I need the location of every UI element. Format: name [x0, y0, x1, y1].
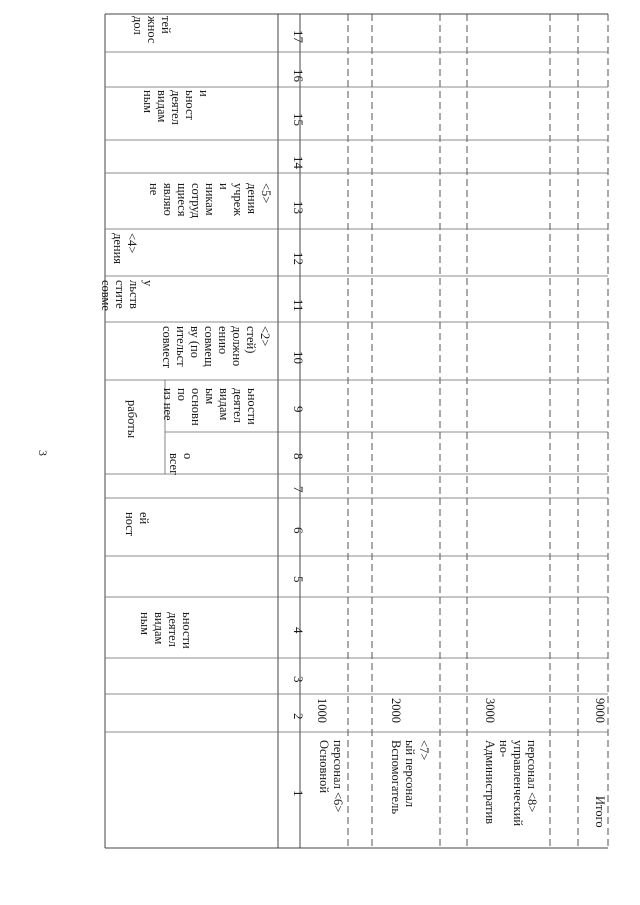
header-text: ву (по	[188, 326, 202, 358]
header-text: ным	[141, 90, 155, 113]
column-number: 17	[291, 30, 306, 43]
header-text: всег	[167, 453, 181, 476]
header-text: должно	[230, 326, 244, 367]
header-text: сотруд	[189, 183, 203, 219]
row-value: 1000	[315, 698, 329, 723]
column-number: 8	[291, 453, 306, 460]
header-text: и	[217, 183, 231, 190]
header-text: о	[181, 453, 195, 460]
row-label: персонал <8>	[525, 740, 539, 813]
column-number: 10	[291, 351, 306, 364]
header-text: совмест	[160, 326, 174, 369]
row-label: персонал <6>	[331, 740, 345, 813]
row-label: Вспомогатель	[389, 740, 403, 815]
header-text: дения	[245, 183, 259, 215]
header-text: <2>	[258, 326, 272, 347]
header-text: дения	[111, 233, 125, 265]
row-label: <7>	[417, 740, 431, 761]
header-text: учреж	[231, 183, 245, 216]
header-text: щиеся	[175, 183, 189, 217]
total-label: Итого	[593, 796, 607, 828]
header-text: тей	[159, 16, 173, 34]
header-text: по	[175, 388, 189, 401]
header-text: <4>	[125, 233, 139, 254]
header-text: ительст	[174, 326, 188, 367]
column-number: 16	[291, 69, 306, 82]
column-number: 7	[291, 486, 306, 493]
header-text: совмещ	[202, 326, 216, 367]
row-label: управленческий	[511, 740, 525, 827]
header-text: ьности	[245, 388, 259, 425]
row-label: Административ	[483, 740, 497, 825]
header-text: ению	[216, 326, 230, 355]
header-text: <5>	[259, 183, 273, 204]
column-number: 4	[291, 627, 306, 634]
column-number: 5	[291, 576, 306, 583]
header-text: ьности	[180, 612, 194, 649]
header-text: и	[197, 90, 211, 97]
header-text: видам	[155, 90, 169, 123]
header-text: жнос	[145, 16, 159, 44]
column-number: 15	[291, 113, 306, 126]
row-label: ый персонал	[403, 740, 417, 808]
column-number: 2	[291, 713, 306, 720]
header-text: никам	[203, 183, 217, 216]
column-number: 1	[291, 790, 306, 797]
column-number: 14	[291, 156, 306, 169]
header-text: дол	[131, 16, 145, 35]
column-number: 9	[291, 406, 306, 413]
header-text: льств	[127, 280, 141, 309]
header-text: стите	[113, 280, 127, 309]
column-number: 12	[291, 252, 306, 265]
column-number: 6	[291, 527, 306, 534]
header-text: из нее	[161, 388, 175, 421]
header-text: ным	[138, 612, 152, 635]
header-text: ым	[203, 388, 217, 405]
header-text: ьност	[183, 90, 197, 120]
page-number: 3	[36, 450, 50, 456]
column-number: 3	[291, 676, 306, 683]
header-text: основн	[189, 388, 203, 426]
row-label: Основной	[317, 740, 331, 794]
header-text: ност	[123, 512, 137, 537]
header-text: работы	[125, 400, 139, 439]
row-value: 2000	[389, 698, 403, 723]
header-text: видам	[217, 388, 231, 421]
row-label: но-	[497, 740, 511, 758]
header-text: стей)	[244, 326, 258, 354]
header-text: деятел	[166, 612, 180, 647]
header-text: деятел	[169, 90, 183, 125]
row-value: 3000	[483, 698, 497, 723]
header-text: видам	[152, 612, 166, 645]
column-number: 13	[291, 201, 306, 214]
header-text: деятел	[231, 388, 245, 423]
header-text: являю	[161, 183, 175, 216]
header-text: у	[141, 280, 155, 287]
total-value: 9000	[593, 698, 607, 723]
header-text: ей	[137, 512, 151, 525]
header-text: не	[147, 183, 161, 196]
header-text: совме	[99, 280, 113, 311]
column-number: 11	[291, 299, 306, 312]
